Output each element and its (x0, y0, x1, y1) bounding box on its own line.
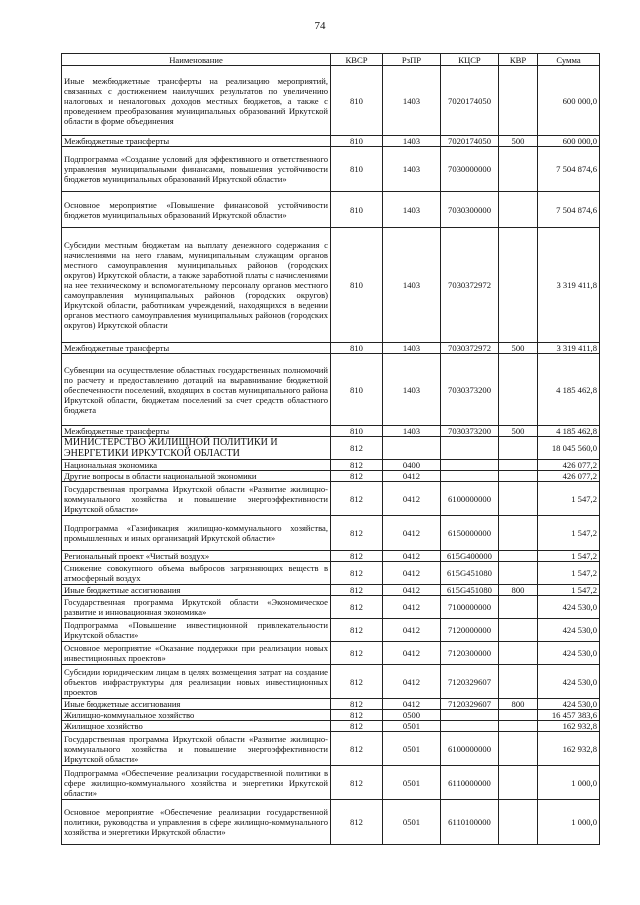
row-name: Субвенции на осуществление областных государственных полномочий по расчету и предоставлению дотаций на выравнивание бюджетной обеспеченности поселений, входящих в состав муниципального района Иркутской области, бюджетам поселений за счет средств областного бюджета (62, 354, 331, 426)
row-kvsr: 812 (331, 596, 383, 619)
header-name: Наименование (62, 54, 331, 66)
row-name: Государственная программа Иркутской области «Экономическое развитие и инновационная экономика» (62, 596, 331, 619)
table-row (62, 596, 600, 619)
row-kcsr: 7030373200 (441, 354, 499, 426)
table-row (62, 460, 600, 471)
row-name: Жилищно-коммунальное хозяйство (62, 710, 331, 721)
row-kcsr: 7030300000 (441, 192, 499, 228)
row-rzpr: 0412 (383, 642, 441, 665)
row-name: Региональный проект «Чистый воздух» (62, 551, 331, 562)
row-name: Государственная программа Иркутской области «Развитие жилищно-коммунального хозяйства и повышение энергоэффективности Иркутской области» (62, 482, 331, 516)
row-sum: 426 077,2 (538, 460, 600, 471)
row-rzpr: 0412 (383, 516, 441, 551)
row-kcsr: 6110000000 (441, 766, 499, 800)
row-kvr: 800 (499, 699, 538, 710)
table-row (62, 426, 600, 437)
row-kvr (499, 596, 538, 619)
row-kvsr: 810 (331, 147, 383, 192)
row-kvr (499, 732, 538, 766)
table-row (62, 471, 600, 482)
table-row (62, 354, 600, 426)
row-kcsr: 7100000000 (441, 596, 499, 619)
row-kvsr: 810 (331, 228, 383, 343)
row-kvsr: 812 (331, 562, 383, 585)
row-kcsr: 7120000000 (441, 619, 499, 642)
row-rzpr: 1403 (383, 354, 441, 426)
row-name: Межбюджетные трансферты (62, 426, 331, 437)
row-name: Государственная программа Иркутской области «Развитие жилищно-коммунального хозяйства и повышение энергоэффективности Иркутской области» (62, 732, 331, 766)
row-rzpr: 1403 (383, 228, 441, 343)
row-sum: 424 530,0 (538, 619, 600, 642)
row-kvsr: 812 (331, 732, 383, 766)
row-kcsr: 7020174050 (441, 66, 499, 136)
row-rzpr: 1403 (383, 343, 441, 354)
row-kcsr: 6110100000 (441, 800, 499, 845)
row-kvsr: 812 (331, 710, 383, 721)
row-sum: 162 932,8 (538, 721, 600, 732)
header-rzpr: РзПР (383, 54, 441, 66)
table-row (62, 699, 600, 710)
table-row (62, 642, 600, 665)
row-sum: 1 547,2 (538, 516, 600, 551)
row-name: Иные бюджетные ассигнования (62, 585, 331, 596)
row-rzpr: 0500 (383, 710, 441, 721)
header-kcsr: КЦСР (441, 54, 499, 66)
table-row (62, 710, 600, 721)
row-name: Основное мероприятие «Повышение финансовой устойчивости бюджетов муниципальных образований Иркутской области» (62, 192, 331, 228)
row-kvr: 500 (499, 426, 538, 437)
row-rzpr: 0412 (383, 699, 441, 710)
row-kvsr: 812 (331, 642, 383, 665)
row-kvsr: 812 (331, 766, 383, 800)
row-kvsr: 810 (331, 343, 383, 354)
row-rzpr: 0501 (383, 732, 441, 766)
row-kcsr (441, 460, 499, 471)
header-sum: Сумма (538, 54, 600, 66)
table-row (62, 732, 600, 766)
row-name: МИНИСТЕРСТВО ЖИЛИЩНОЙ ПОЛИТИКИ И ЭНЕРГЕТИКИ ИРКУТСКОЙ ОБЛАСТИ (62, 437, 331, 460)
row-name: Межбюджетные трансферты (62, 136, 331, 147)
row-sum: 1 547,2 (538, 562, 600, 585)
row-sum: 424 530,0 (538, 596, 600, 619)
row-kcsr: 615G400000 (441, 551, 499, 562)
row-kvr (499, 516, 538, 551)
table-row (62, 562, 600, 585)
table-row (62, 343, 600, 354)
row-rzpr: 0412 (383, 562, 441, 585)
row-kvsr: 812 (331, 437, 383, 460)
row-rzpr: 0412 (383, 585, 441, 596)
row-sum: 18 045 560,0 (538, 437, 600, 460)
row-kvsr: 810 (331, 426, 383, 437)
row-rzpr: 0501 (383, 721, 441, 732)
row-kvsr: 812 (331, 460, 383, 471)
row-name: Снижение совокупного объема выбросов загрязняющих веществ в атмосферный воздух (62, 562, 331, 585)
table-row (62, 800, 600, 845)
row-kcsr (441, 471, 499, 482)
row-kcsr (441, 721, 499, 732)
row-rzpr: 1403 (383, 66, 441, 136)
row-kvr (499, 437, 538, 460)
row-kvr (499, 147, 538, 192)
row-kvr (499, 192, 538, 228)
row-kcsr: 7020174050 (441, 136, 499, 147)
table-row (62, 228, 600, 343)
row-kcsr (441, 437, 499, 460)
row-rzpr: 0501 (383, 766, 441, 800)
row-sum: 7 504 874,6 (538, 192, 600, 228)
row-kvr: 500 (499, 343, 538, 354)
row-kvr (499, 354, 538, 426)
row-sum: 1 547,2 (538, 585, 600, 596)
row-kvsr: 812 (331, 665, 383, 699)
row-kvr (499, 766, 538, 800)
row-kvr (499, 228, 538, 343)
row-name: Подпрограмма «Газификация жилищно-коммунального хозяйства, промышленных и иных организаций Иркутской области» (62, 516, 331, 551)
row-name: Иные межбюджетные трансферты на реализацию мероприятий, связанных с достижением наилучших результатов по увеличению налоговых и неналоговых доходов местных бюджетов, а также с проведением преобразования муниципальных образований Иркутской области в форме объединения (62, 66, 331, 136)
row-sum: 1 547,2 (538, 482, 600, 516)
table-row (62, 619, 600, 642)
row-kcsr: 7120329607 (441, 665, 499, 699)
row-rzpr: 1403 (383, 147, 441, 192)
page-number: 74 (314, 20, 326, 32)
row-kvsr: 812 (331, 619, 383, 642)
row-kcsr: 7030373200 (441, 426, 499, 437)
row-sum: 424 530,0 (538, 642, 600, 665)
row-kvr (499, 460, 538, 471)
row-sum: 424 530,0 (538, 665, 600, 699)
table-row (62, 482, 600, 516)
row-sum: 1 000,0 (538, 800, 600, 845)
row-kvsr: 810 (331, 354, 383, 426)
row-kvr (499, 619, 538, 642)
row-name: Подпрограмма «Обеспечение реализации государственной политики в сфере жилищно-коммунального хозяйства и энергетики Иркутской области» (62, 766, 331, 800)
row-kvsr: 812 (331, 471, 383, 482)
table-header-row (62, 54, 600, 66)
row-name: Национальная экономика (62, 460, 331, 471)
row-rzpr: 0412 (383, 482, 441, 516)
row-kvr (499, 642, 538, 665)
table-row (62, 516, 600, 551)
header-kvsr: КВСР (331, 54, 383, 66)
table-row (62, 665, 600, 699)
row-name: Подпрограмма «Создание условий для эффективного и ответственного управления муниципальными финансами, повышения устойчивости бюджетов муниципальных образований Иркутской области» (62, 147, 331, 192)
row-kcsr: 7120329607 (441, 699, 499, 710)
row-rzpr: 0400 (383, 460, 441, 471)
row-kvsr: 812 (331, 800, 383, 845)
row-sum: 1 547,2 (538, 551, 600, 562)
table-body (62, 66, 600, 845)
row-kcsr: 615G451080 (441, 585, 499, 596)
row-name: Межбюджетные трансферты (62, 343, 331, 354)
table-row (62, 147, 600, 192)
row-sum: 4 185 462,8 (538, 426, 600, 437)
row-sum: 600 000,0 (538, 136, 600, 147)
row-rzpr: 0501 (383, 800, 441, 845)
row-kcsr: 6100000000 (441, 732, 499, 766)
row-kcsr: 615G451080 (441, 562, 499, 585)
row-name: Иные бюджетные ассигнования (62, 699, 331, 710)
table-row (62, 437, 600, 460)
table-row (62, 192, 600, 228)
table-row (62, 585, 600, 596)
row-kcsr: 7030372972 (441, 228, 499, 343)
row-kvsr: 810 (331, 66, 383, 136)
row-name: Основное мероприятие «Оказание поддержки при реализации новых инвестиционных проектов» (62, 642, 331, 665)
row-rzpr: 0412 (383, 665, 441, 699)
row-kvsr: 810 (331, 136, 383, 147)
row-kvr (499, 551, 538, 562)
row-name: Другие вопросы в области национальной экономики (62, 471, 331, 482)
row-kcsr: 7030372972 (441, 343, 499, 354)
row-sum: 3 319 411,8 (538, 343, 600, 354)
table-row (62, 766, 600, 800)
row-sum: 426 077,2 (538, 471, 600, 482)
row-kcsr: 6150000000 (441, 516, 499, 551)
row-sum: 162 932,8 (538, 732, 600, 766)
row-rzpr: 0412 (383, 471, 441, 482)
row-sum: 4 185 462,8 (538, 354, 600, 426)
row-sum: 7 504 874,6 (538, 147, 600, 192)
table-row (62, 551, 600, 562)
row-kcsr: 7120300000 (441, 642, 499, 665)
row-rzpr: 0412 (383, 551, 441, 562)
row-kcsr: 7030000000 (441, 147, 499, 192)
row-kvr (499, 66, 538, 136)
row-sum: 3 319 411,8 (538, 228, 600, 343)
row-sum: 424 530,0 (538, 699, 600, 710)
row-kvr (499, 482, 538, 516)
row-kvsr: 812 (331, 699, 383, 710)
row-kvsr: 812 (331, 551, 383, 562)
row-kcsr (441, 710, 499, 721)
row-name: Основное мероприятие «Обеспечение реализации государственной политики, руководства и управления в сфере жилищно-коммунального хозяйства и энергетики Иркутской области» (62, 800, 331, 845)
row-kvr (499, 710, 538, 721)
row-name: Жилищное хозяйство (62, 721, 331, 732)
header-kvr: КВР (499, 54, 538, 66)
row-kvr (499, 562, 538, 585)
row-kvr: 500 (499, 136, 538, 147)
row-kvsr: 810 (331, 192, 383, 228)
row-sum: 1 000,0 (538, 766, 600, 800)
row-rzpr: 0412 (383, 596, 441, 619)
budget-table (61, 53, 600, 845)
row-kvr (499, 665, 538, 699)
row-kvr (499, 800, 538, 845)
table-row (62, 721, 600, 732)
row-rzpr: 1403 (383, 136, 441, 147)
row-rzpr (383, 437, 441, 460)
row-name: Субсидии юридическим лицам в целях возмещения затрат на создание объектов инфраструктуры для реализации новых инвестиционных проектов (62, 665, 331, 699)
row-rzpr: 1403 (383, 426, 441, 437)
row-sum: 600 000,0 (538, 66, 600, 136)
table-row (62, 66, 600, 136)
row-name: Субсидии местным бюджетам на выплату денежного содержания с начислениями на него главам, муниципальным служащим органов местного самоуправления муниципальных районов (городских округов) Иркутской области, а также заработной платы с начислениями на нее техническому и вспомогательному персоналу органов местного самоуправления муниципальных районов (городских округов) Иркутской области, работникам учреждений, находящихся в ведении органов местного самоуправления муниципальных районов (городских округов) Иркутской области (62, 228, 331, 343)
row-kvsr: 812 (331, 585, 383, 596)
row-kvr (499, 721, 538, 732)
row-kvr (499, 471, 538, 482)
row-kvsr: 812 (331, 721, 383, 732)
row-kvr: 800 (499, 585, 538, 596)
row-sum: 16 457 383,6 (538, 710, 600, 721)
row-kcsr: 6100000000 (441, 482, 499, 516)
row-kvsr: 812 (331, 482, 383, 516)
row-name: Подпрограмма «Повышение инвестиционной привлекательности Иркутской области» (62, 619, 331, 642)
row-rzpr: 1403 (383, 192, 441, 228)
row-kvsr: 812 (331, 516, 383, 551)
row-rzpr: 0412 (383, 619, 441, 642)
table-row (62, 136, 600, 147)
